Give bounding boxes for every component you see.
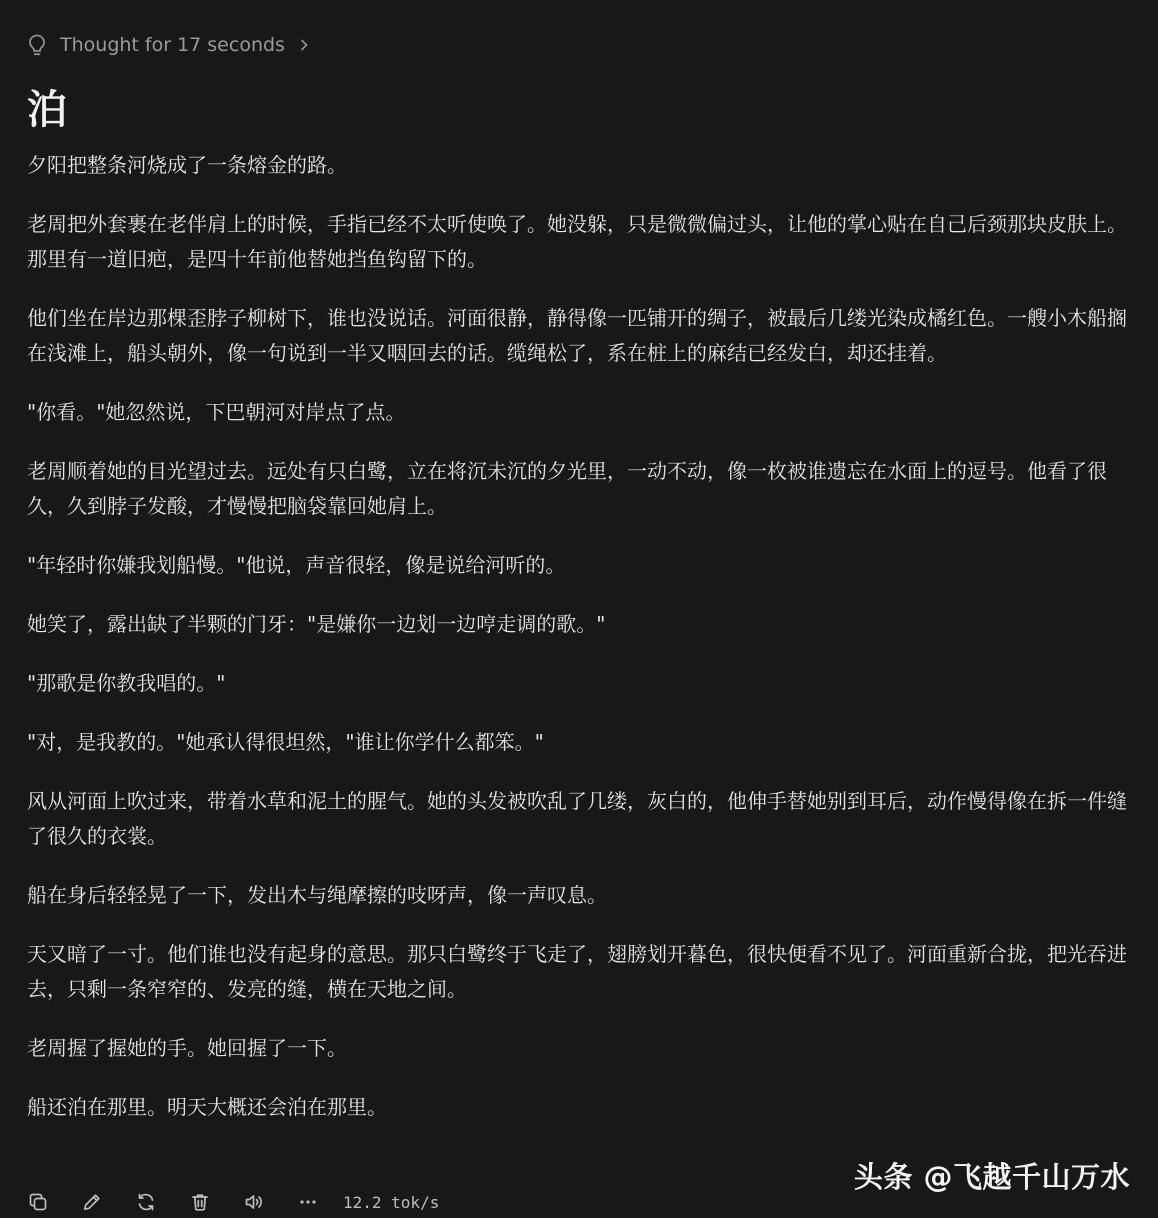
copy-icon[interactable] [27, 1191, 49, 1213]
story-paragraph: 他们坐在岸边那棵歪脖子柳树下，谁也没说话。河面很静，静得像一匹铺开的绸子，被最后几缕光染成橘红色。一艘小木船搁在浅滩上，船头朝外，像一句说到一半又咽回去的话。缆绳松了，系在桩上的麻结已经发白，却还挂着。 [27, 306, 1127, 365]
story-paragraph: 风从河面上吹过来，带着水草和泥土的腥气。她的头发被吹乱了几缕，灰白的，他伸手替她别到耳后，动作慢得像在拆一件缝了很久的衣裳。 [27, 789, 1127, 848]
story-paragraph: "那歌是你教我唱的。" [27, 671, 226, 695]
story-paragraph: 船在身后轻轻晃了一下，发出木与绳摩擦的吱呀声，像一声叹息。 [27, 883, 607, 907]
chevron-right-icon [299, 38, 309, 52]
story-paragraph: 船还泊在那里。明天大概还会泊在那里。 [27, 1095, 387, 1119]
story-paragraph: "对，是我教的。"她承认得很坦然，"谁让你学什么都笨。" [27, 730, 544, 754]
delete-icon[interactable] [189, 1191, 211, 1213]
thought-toggle[interactable] [27, 30, 309, 60]
message-toolbar [27, 1188, 439, 1216]
story-body [27, 148, 1142, 1149]
thought-label: Thought for 17 seconds [60, 34, 285, 56]
regenerate-icon[interactable] [135, 1191, 157, 1213]
story-paragraph: 夕阳把整条河烧成了一条熔金的路。 [27, 153, 347, 177]
story-paragraph: 老周握了握她的手。她回握了一下。 [27, 1036, 347, 1060]
read-aloud-icon[interactable] [243, 1191, 265, 1213]
edit-icon[interactable] [81, 1191, 103, 1213]
watermark: 头条 @飞越千山万水 [853, 1160, 1130, 1194]
story-paragraph: "年轻时你嫌我划船慢。"他说，声音很轻，像是说给河听的。 [27, 553, 566, 577]
lightbulb-icon [27, 33, 47, 57]
story-paragraph: 她笑了，露出缺了半颗的门牙："是嫌你一边划一边哼走调的歌。" [27, 612, 606, 636]
story-paragraph: "你看。"她忽然说，下巴朝河对岸点了点。 [27, 400, 406, 424]
story-title: 泊 [27, 87, 67, 133]
story-paragraph: 老周顺着她的目光望过去。远处有只白鹭，立在将沉未沉的夕光里，一动不动，像一枚被谁遗忘在水面上的逗号。他看了很久，久到脖子发酸，才慢慢把脑袋靠回她肩上。 [27, 459, 1107, 518]
story-paragraph: 天又暗了一寸。他们谁也没有起身的意思。那只白鹭终于飞走了，翅膀划开暮色，很快便看不见了。河面重新合拢，把光吞进去，只剩一条窄窄的、发亮的缝，横在天地之间。 [27, 942, 1127, 1001]
story-paragraph: 老周把外套裹在老伴肩上的时候，手指已经不太听使唤了。她没躲，只是微微偏过头，让他的掌心贴在自己后颈那块皮肤上。那里有一道旧疤，是四十年前他替她挡鱼钩留下的。 [27, 212, 1127, 271]
more-icon[interactable] [297, 1191, 319, 1213]
generation-speed: 12.2 tok/s [343, 1192, 440, 1212]
